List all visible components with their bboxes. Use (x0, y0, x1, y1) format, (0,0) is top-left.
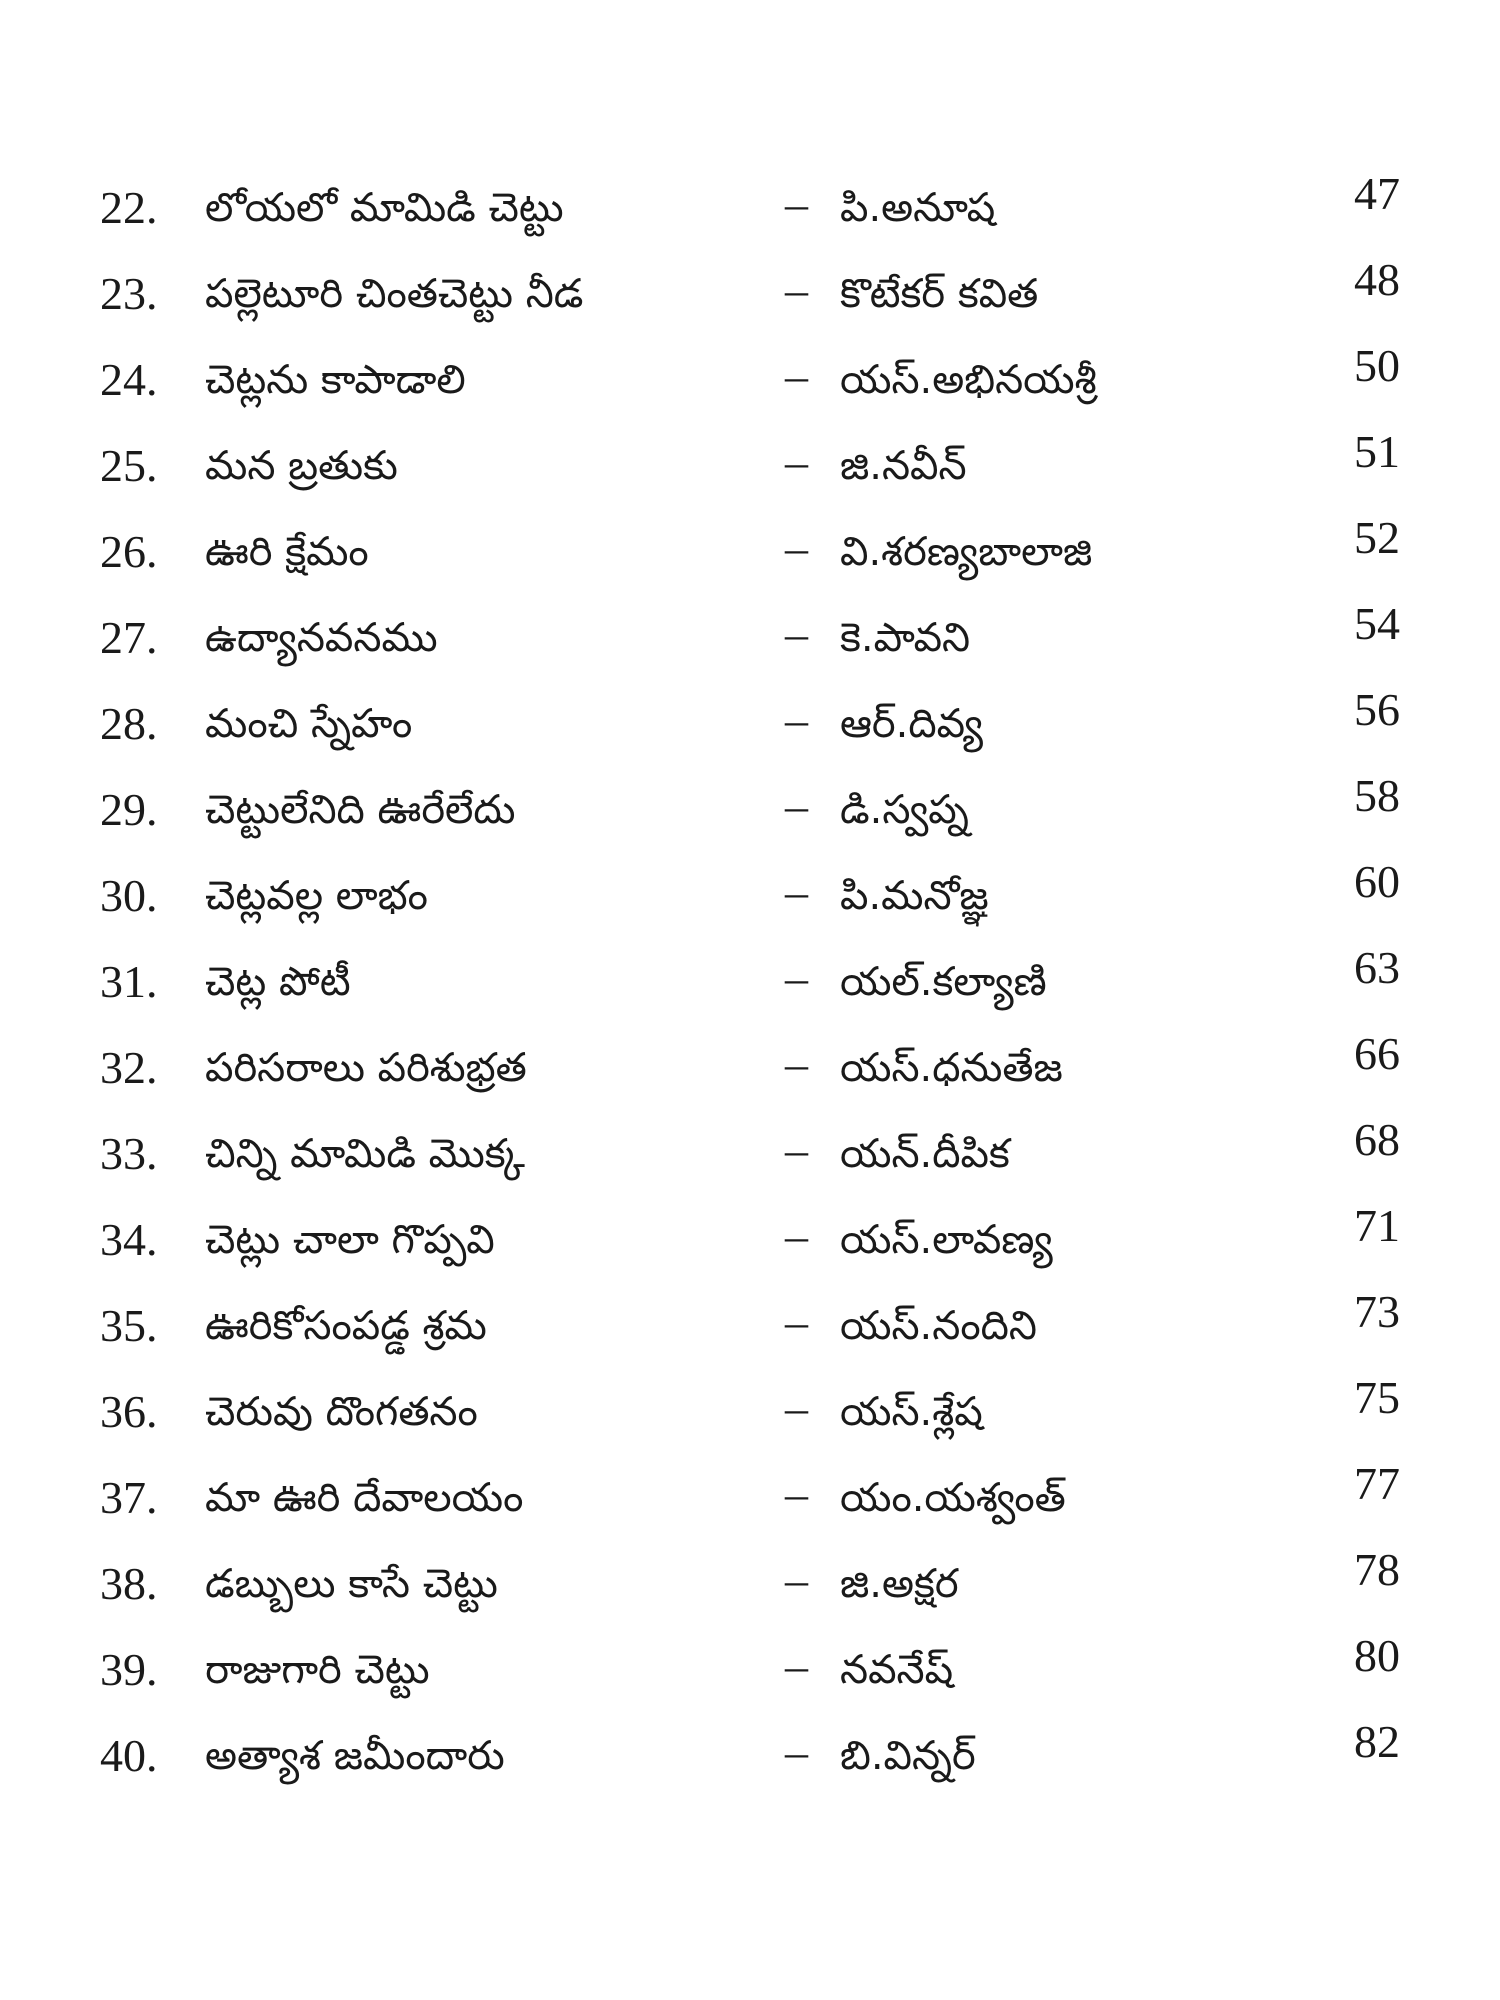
entry-author: డి.స్వప్న (840, 787, 969, 833)
toc-entry (0, 168, 1500, 254)
toc-entry (0, 1028, 1500, 1114)
entry-dash: – (785, 1726, 808, 1777)
toc-entry (0, 1200, 1500, 1286)
entry-dash: – (785, 178, 808, 229)
entry-dash: – (785, 1554, 808, 1605)
toc-entry (0, 1114, 1500, 1200)
entry-title: చెట్లను కాపాడాలి (205, 357, 466, 403)
entry-number: 24. (100, 354, 158, 405)
entry-number: 36. (100, 1386, 158, 1437)
toc-entry (0, 1716, 1500, 1802)
entry-title: మంచి స్నేహం (205, 701, 413, 747)
entry-number: 37. (100, 1472, 158, 1523)
entry-dash: – (785, 1210, 808, 1261)
entry-dash: – (785, 1468, 808, 1519)
entry-title: అత్యాశ జమీందారు (205, 1733, 505, 1779)
entry-page-number: 63 (1354, 942, 1400, 993)
entry-number: 25. (100, 440, 158, 491)
entry-author: యస్.నందిని (840, 1303, 1037, 1349)
entry-number: 32. (100, 1042, 158, 1093)
entry-title: పరిసరాలు పరిశుభ్రత (205, 1045, 527, 1091)
entry-number: 35. (100, 1300, 158, 1351)
entry-author: యన్.దీపిక (840, 1131, 1010, 1177)
entry-page-number: 73 (1354, 1286, 1400, 1337)
entry-author: ఆర్.దివ్య (840, 701, 983, 747)
entry-dash: – (785, 436, 808, 487)
entry-page-number: 51 (1354, 426, 1400, 477)
toc-entry (0, 1458, 1500, 1544)
toc-entry (0, 1544, 1500, 1630)
entry-page-number: 80 (1354, 1630, 1400, 1681)
entry-author: పి.అనూష (840, 185, 996, 231)
entry-number: 39. (100, 1644, 158, 1695)
entry-author: పి.మనోజ్ఞ (840, 873, 989, 919)
entry-number: 38. (100, 1558, 158, 1609)
entry-page-number: 68 (1354, 1114, 1400, 1165)
entry-dash: – (785, 608, 808, 659)
entry-dash: – (785, 264, 808, 315)
entry-title: చిన్ని మామిడి మొక్క (205, 1131, 525, 1177)
entry-number: 28. (100, 698, 158, 749)
entry-page-number: 52 (1354, 512, 1400, 563)
entry-page-number: 71 (1354, 1200, 1400, 1251)
entry-dash: – (785, 1296, 808, 1347)
entry-dash: – (785, 1382, 808, 1433)
entry-author: యస్.ధనుతేజ (840, 1045, 1063, 1091)
toc-entry (0, 856, 1500, 942)
entry-page-number: 75 (1354, 1372, 1400, 1423)
toc-entry (0, 1286, 1500, 1372)
toc-entry (0, 1372, 1500, 1458)
toc-entry (0, 770, 1500, 856)
entry-title: మా ఊరి దేవాలయం (205, 1475, 524, 1521)
entry-title: పల్లెటూరి చింతచెట్టు నీడ (205, 271, 584, 317)
entry-page-number: 60 (1354, 856, 1400, 907)
entry-author: జి.అక్షర (840, 1561, 959, 1607)
entry-author: బి.విన్నర్ (840, 1733, 976, 1779)
entry-title: చెట్ల పోటీ (205, 959, 351, 1005)
toc-entry (0, 426, 1500, 512)
entry-number: 34. (100, 1214, 158, 1265)
toc-entry (0, 942, 1500, 1028)
entry-number: 29. (100, 784, 158, 835)
entry-dash: – (785, 1038, 808, 1089)
entry-dash: – (785, 866, 808, 917)
toc-entry (0, 340, 1500, 426)
entry-number: 26. (100, 526, 158, 577)
entry-page-number: 48 (1354, 254, 1400, 305)
entry-author: వి.శరణ్యబాలాజి (840, 529, 1093, 575)
entry-page-number: 58 (1354, 770, 1400, 821)
entry-page-number: 50 (1354, 340, 1400, 391)
entry-page-number: 54 (1354, 598, 1400, 649)
entry-author: యస్.శ్లేష (840, 1389, 983, 1435)
entry-title: చెరువు దొంగతనం (205, 1389, 478, 1435)
entry-author: యస్.అభినయశ్రీ (840, 357, 1097, 403)
entry-dash: – (785, 1640, 808, 1691)
entry-dash: – (785, 952, 808, 1003)
entry-author: కొటేకర్ కవిత (840, 271, 1039, 317)
entry-title: చెట్టులేనిది ఊరేలేదు (205, 787, 516, 833)
entry-title: ఊరి క్షేమం (205, 529, 369, 575)
toc-entry (0, 598, 1500, 684)
entry-number: 27. (100, 612, 158, 663)
entry-title: చెట్లవల్ల లాభం (205, 873, 428, 919)
entry-dash: – (785, 694, 808, 745)
entry-number: 23. (100, 268, 158, 319)
entry-author: యం.యశ్వంత్ (840, 1475, 1066, 1521)
toc-entry (0, 684, 1500, 770)
entry-title: ఊరికోసంపడ్డ శ్రమ (205, 1303, 487, 1349)
entry-author: జి.నవీన్ (840, 443, 967, 489)
entry-author: యల్.కల్యాణి (840, 959, 1047, 1005)
entry-title: రాజుగారి చెట్టు (205, 1647, 430, 1693)
entry-page-number: 66 (1354, 1028, 1400, 1079)
entry-number: 40. (100, 1730, 158, 1781)
entry-page-number: 77 (1354, 1458, 1400, 1509)
entry-author: నవనేష్ (840, 1647, 954, 1693)
entry-page-number: 56 (1354, 684, 1400, 735)
entry-title: ఉద్యానవనము (205, 615, 438, 661)
entry-dash: – (785, 780, 808, 831)
toc-entry (0, 512, 1500, 598)
entry-page-number: 78 (1354, 1544, 1400, 1595)
entry-author: యస్.లావణ్య (840, 1217, 1053, 1263)
toc-entry (0, 1630, 1500, 1716)
entry-dash: – (785, 522, 808, 573)
entry-number: 22. (100, 182, 158, 233)
entry-page-number: 82 (1354, 1716, 1400, 1767)
entry-number: 30. (100, 870, 158, 921)
entry-title: చెట్లు చాలా గొప్పవి (205, 1217, 495, 1263)
entry-page-number: 47 (1354, 168, 1400, 219)
entry-number: 31. (100, 956, 158, 1007)
toc-entry (0, 254, 1500, 340)
entry-title: డబ్బులు కాసే చెట్టు (205, 1561, 498, 1607)
entry-number: 33. (100, 1128, 158, 1179)
entry-dash: – (785, 350, 808, 401)
entry-title: మన బ్రతుకు (205, 443, 398, 489)
entry-title: లోయలో మామిడి చెట్టు (205, 185, 564, 231)
entry-author: కె.పావని (840, 615, 971, 661)
entry-dash: – (785, 1124, 808, 1175)
